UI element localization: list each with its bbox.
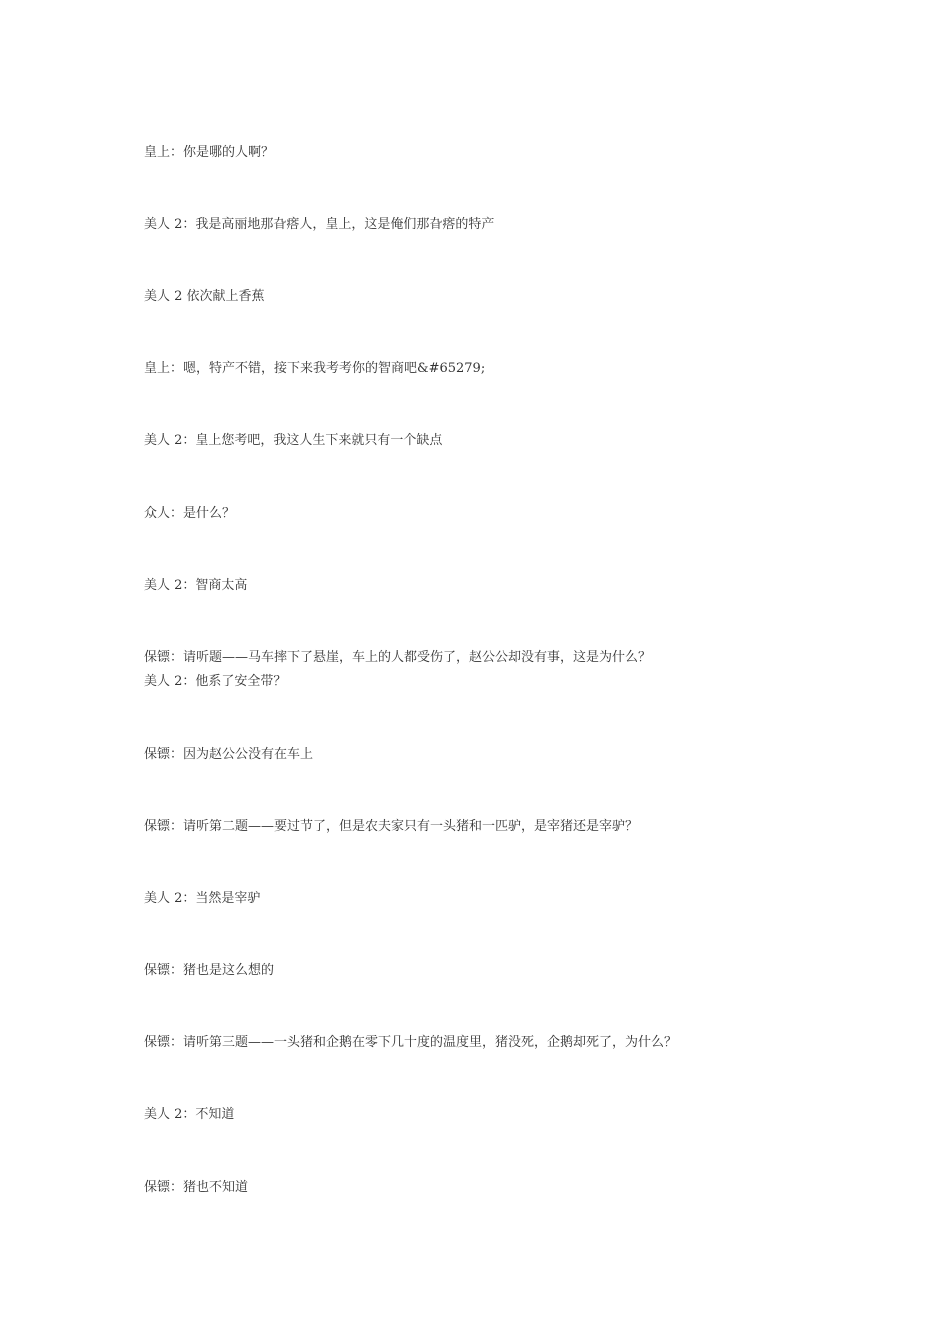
dialogue-line: 美人 2：我是高丽地那旮瘩人，皇上，这是俺们那旮瘩的特产 [144,217,495,232]
dialogue-line: 保镖：猪也是这么想的 [144,963,275,978]
dialogue-line: 保镖：猪也不知道 [144,1180,249,1195]
dialogue-line: 皇上：你是哪的人啊？ [144,145,275,160]
dialogue-line: 美人 2：他系了安全带？ [144,674,287,689]
dialogue-line: 皇上：嗯，特产不错，接下来我考考你的智商吧&#65279; [144,361,486,376]
dialogue-line: 美人 2：智商太高 [144,578,248,593]
dialogue-line: 保镖：因为赵公公没有在车上 [144,747,314,762]
dialogue-line: 众人：是什么？ [144,506,236,521]
narration-line: 美人 2 依次献上香蕉 [144,289,265,304]
dialogue-line: 美人 2：当然是宰驴 [144,891,261,906]
dialogue-line: 美人 2：皇上您考吧，我这人生下来就只有一个缺点 [144,433,443,448]
dialogue-line: 保镖：请听第二题——要过节了，但是农夫家只有一头猪和一匹驴，是宰猪还是宰驴？ [144,819,639,834]
dialogue-line: 保镖：请听第三题——一头猪和企鹅在零下几十度的温度里，猪没死，企鹅却死了，为什么？ [144,1035,678,1050]
dialogue-line: 保镖：请听题——马车摔下了悬崖，车上的人都受伤了，赵公公却没有事，这是为什么？ [144,650,652,665]
dialogue-line: 美人 2：不知道 [144,1107,235,1122]
